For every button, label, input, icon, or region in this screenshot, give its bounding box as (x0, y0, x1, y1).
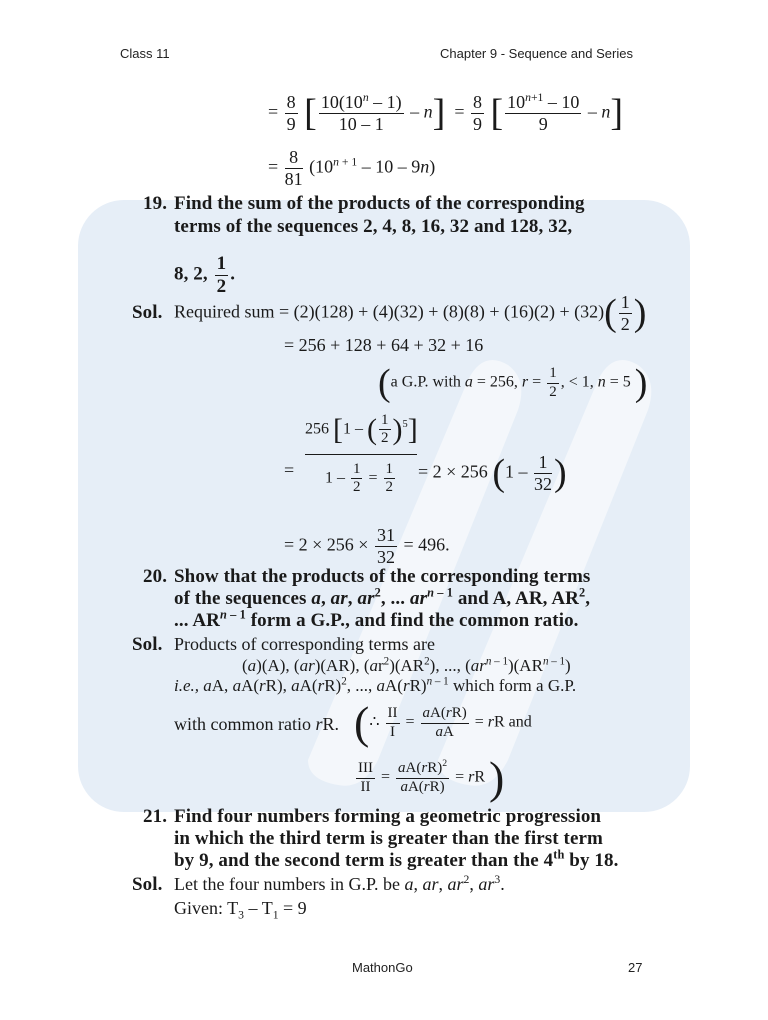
solution-21-label: Sol. (132, 874, 163, 895)
equation-q18-line2: = $\frac{8}{81}$ $(10^{n + 1} - 10 - 9n)$ (268, 147, 436, 189)
solution-20-ratio-eq2: $\frac{\text{III}}{II}$ = $\frac{aA(rR)^2}{aA(rR)}$ = rR ) (358, 752, 505, 803)
solution-19-label: Sol. (132, 302, 163, 323)
solution-19-sum-formula: 256 [1 – ( $\frac{1}{2}$ )$^5$] 1 – $\frac{1}{2}$ = $\frac{1}{2}$ (305, 412, 418, 495)
solution-21-line1: Let the four numbers in G.P. be a, ar, $ar^2$, $ar^3$. (174, 873, 505, 894)
footer-page-number: 27 (628, 960, 643, 975)
solution-21-given: Given: $T_3 - T_1 = 9$ (174, 898, 307, 922)
question-20-line1: Show that the products of the corresponding terms (174, 566, 591, 587)
solution-20-common-ratio: with common ratio rR. (174, 714, 340, 734)
solution-20-products: (a)(A), (ar)(AR), $(ar^2)(AR^2)$, ..., ($ar^n$ $^{- 1}$)(AR$^{n - 1}$) (242, 655, 571, 675)
fraction-one-half: $\frac{1}{2}$ (216, 253, 227, 297)
question-19-line1: Find the sum of the products of the corresponding (174, 193, 585, 214)
equals-sign: = (284, 460, 295, 480)
solution-19-eq2: = 2 × 256 × $\frac{31}{32}$ = 496. (284, 525, 450, 567)
solution-19-required-sum: Required sum = (2)(128) + (4)(32) + (8)(8) + (16)(2) + (32)( $\frac{1}{2}$ ) (174, 292, 647, 335)
question-20-line3: ... AR$^{n - 1}$ form a G.P., and find the common ratio. (174, 607, 579, 631)
solution-20-label: Sol. (132, 634, 163, 655)
solution-20-ratio-eq1: (∴ $\frac{II}{I}$ = $\frac{aA(rR)}{aA}$ = rR and (354, 697, 532, 748)
question-19-line3: 8, 2, (174, 263, 208, 285)
question-21-line1: Find four numbers forming a geometric progression (174, 806, 602, 827)
header-chapter-title: Chapter 9 - Sequence and Series (440, 46, 633, 61)
header-class-label: Class 11 (120, 46, 170, 61)
solution-19-eq1: = 2 × 256 (1 – $\frac{1}{32}$ ) (418, 452, 567, 495)
solution-20-line1: Products of corresponding terms are (174, 634, 435, 654)
question-19-number: 19. (143, 193, 168, 214)
question-21-line3: by 9, and the second term is greater than the 4th by 18. (174, 847, 619, 871)
solution-19-gp-note: (a G.P. with a = 256, r = $\frac{1}{2}$ , < 1, n = 5 ) (378, 362, 648, 404)
question-21-line2: in which the third term is greater than the first term (174, 828, 603, 849)
solution-19-terms: = 256 + 128 + 64 + 32 + 16 (284, 335, 484, 355)
question-20-line2: of the sequences a, ar, $ar^2$, ... $ar^{n - 1}$ and A, AR, $AR^2$, (174, 585, 591, 609)
question-20-number: 20. (143, 566, 168, 587)
question-21-number: 21. (143, 806, 168, 827)
footer-brand: MathonGo (352, 960, 413, 975)
solution-20-ie: i.e., aA, aA(rR), aA(rR)$^2$, ..., aA(rR)$^{n - 1}$ which form a G.P. (174, 675, 577, 695)
equation-q18-line1: = $\frac{8}{9}$ [ $\frac{10(10^n - 1)}{10 - 1}$ – n] = $\frac{8}{9}$ [ $\frac{10^{n+1} - 10}{9}$ – n] (268, 91, 624, 135)
question-19-line2: terms of the sequences 2, 4, 8, 16, 32 and 128, 32, (174, 216, 573, 237)
